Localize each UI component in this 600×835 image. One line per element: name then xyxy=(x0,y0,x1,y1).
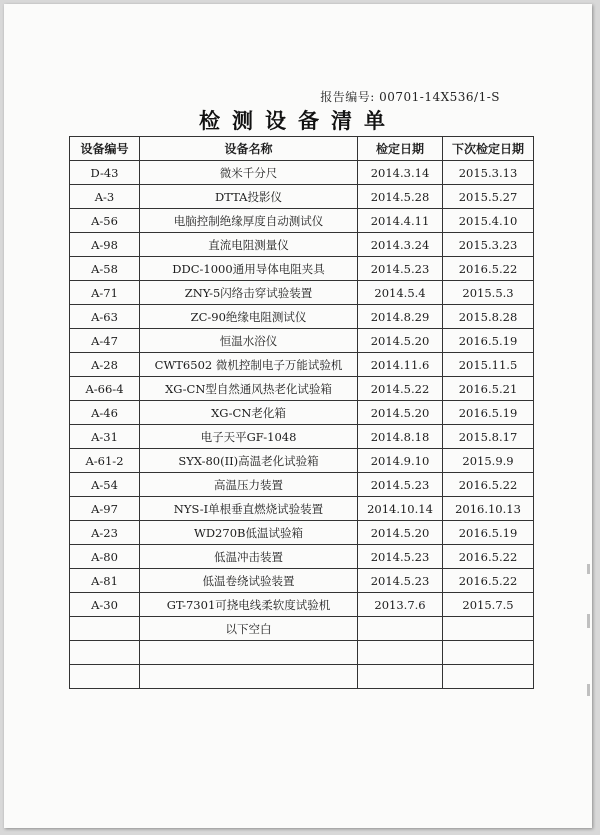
table-header-row xyxy=(70,137,534,161)
table-row xyxy=(70,161,534,185)
cell-code xyxy=(70,641,140,665)
table-row xyxy=(70,449,534,473)
cell-name: 以下空白 xyxy=(140,617,358,641)
table-row xyxy=(70,233,534,257)
table-row xyxy=(70,665,534,689)
cell-next-date: 2015.7.5 xyxy=(443,593,534,617)
cell-code: D-43 xyxy=(70,161,140,185)
report-number: 报告编号: 00701-14X536/1-S xyxy=(320,90,500,104)
cell-name xyxy=(140,665,358,689)
cell-name: CWT6502 微机控制电子万能试验机 xyxy=(140,353,358,377)
cell-next-date: 2016.5.21 xyxy=(443,377,534,401)
cell-check-date xyxy=(358,641,443,665)
cell-check-date: 2014.5.20 xyxy=(358,329,443,353)
cell-code: A-97 xyxy=(70,497,140,521)
cell-next-date: 2015.3.13 xyxy=(443,161,534,185)
cell-next-date: 2015.4.10 xyxy=(443,209,534,233)
cell-check-date: 2014.10.14 xyxy=(358,497,443,521)
table-row xyxy=(70,425,534,449)
cell-next-date: 2015.8.17 xyxy=(443,425,534,449)
cell-code: A-58 xyxy=(70,257,140,281)
cell-code: A-46 xyxy=(70,401,140,425)
table-row xyxy=(70,329,534,353)
table-row xyxy=(70,257,534,281)
cell-name: ZC-90绝缘电阻测试仪 xyxy=(140,305,358,329)
header-name: 设备名称 xyxy=(140,137,358,161)
cell-code: A-80 xyxy=(70,545,140,569)
cell-next-date: 2016.5.19 xyxy=(443,401,534,425)
cell-name: 电子天平GF-1048 xyxy=(140,425,358,449)
table-row xyxy=(70,617,534,641)
table-row xyxy=(70,353,534,377)
cell-name: XG-CN老化箱 xyxy=(140,401,358,425)
table-row xyxy=(70,281,534,305)
cell-next-date xyxy=(443,665,534,689)
cell-check-date: 2014.8.18 xyxy=(358,425,443,449)
cell-code: A-98 xyxy=(70,233,140,257)
cell-check-date xyxy=(358,665,443,689)
cell-check-date: 2014.3.14 xyxy=(358,161,443,185)
scan-edge-mark xyxy=(587,684,590,696)
cell-name: 高温压力装置 xyxy=(140,473,358,497)
cell-next-date: 2016.10.13 xyxy=(443,497,534,521)
cell-code: A-23 xyxy=(70,521,140,545)
table-row xyxy=(70,521,534,545)
cell-code: A-3 xyxy=(70,185,140,209)
cell-next-date: 2016.5.22 xyxy=(443,545,534,569)
cell-name: 低温冲击装置 xyxy=(140,545,358,569)
cell-check-date: 2014.5.28 xyxy=(358,185,443,209)
cell-next-date: 2016.5.19 xyxy=(443,521,534,545)
table-row xyxy=(70,473,534,497)
table-body xyxy=(70,161,534,689)
cell-code: A-63 xyxy=(70,305,140,329)
cell-code: A-81 xyxy=(70,569,140,593)
equipment-table xyxy=(69,136,534,689)
cell-name: 恒温水浴仪 xyxy=(140,329,358,353)
cell-code: A-47 xyxy=(70,329,140,353)
cell-next-date xyxy=(443,641,534,665)
table-row xyxy=(70,185,534,209)
cell-name: DDC-1000通用导体电阻夹具 xyxy=(140,257,358,281)
cell-next-date: 2015.3.23 xyxy=(443,233,534,257)
cell-name: 低温卷绕试验装置 xyxy=(140,569,358,593)
cell-check-date: 2014.5.20 xyxy=(358,521,443,545)
cell-check-date: 2014.11.6 xyxy=(358,353,443,377)
cell-code: A-28 xyxy=(70,353,140,377)
cell-code: A-54 xyxy=(70,473,140,497)
cell-check-date: 2014.5.23 xyxy=(358,545,443,569)
table-row xyxy=(70,641,534,665)
header-next-date: 下次检定日期 xyxy=(443,137,534,161)
cell-check-date: 2014.5.23 xyxy=(358,569,443,593)
scan-edge-mark xyxy=(587,564,590,574)
cell-check-date: 2013.7.6 xyxy=(358,593,443,617)
cell-check-date: 2014.5.4 xyxy=(358,281,443,305)
cell-next-date xyxy=(443,617,534,641)
cell-code: A-66-4 xyxy=(70,377,140,401)
cell-code: A-31 xyxy=(70,425,140,449)
cell-code: A-56 xyxy=(70,209,140,233)
cell-check-date: 2014.5.20 xyxy=(358,401,443,425)
cell-name: XG-CN型自然通风热老化试验箱 xyxy=(140,377,358,401)
table-row xyxy=(70,377,534,401)
cell-check-date: 2014.5.23 xyxy=(358,473,443,497)
cell-check-date: 2014.3.24 xyxy=(358,233,443,257)
cell-name: NYS-I单根垂直燃烧试验装置 xyxy=(140,497,358,521)
table-row xyxy=(70,401,534,425)
table-row xyxy=(70,593,534,617)
cell-next-date: 2015.5.3 xyxy=(443,281,534,305)
cell-name: SYX-80(II)高温老化试验箱 xyxy=(140,449,358,473)
cell-code xyxy=(70,617,140,641)
cell-code: A-30 xyxy=(70,593,140,617)
table-row xyxy=(70,305,534,329)
cell-name: WD270B低温试验箱 xyxy=(140,521,358,545)
table-row xyxy=(70,545,534,569)
cell-next-date: 2016.5.22 xyxy=(443,257,534,281)
cell-code xyxy=(70,665,140,689)
cell-name xyxy=(140,641,358,665)
cell-code: A-61-2 xyxy=(70,449,140,473)
cell-name: DTTA投影仪 xyxy=(140,185,358,209)
header-code: 设备编号 xyxy=(70,137,140,161)
cell-name: 电脑控制绝缘厚度自动测试仪 xyxy=(140,209,358,233)
cell-check-date xyxy=(358,617,443,641)
cell-next-date: 2015.9.9 xyxy=(443,449,534,473)
cell-next-date: 2015.8.28 xyxy=(443,305,534,329)
table-header xyxy=(70,137,534,161)
cell-check-date: 2014.5.23 xyxy=(358,257,443,281)
cell-check-date: 2014.4.11 xyxy=(358,209,443,233)
table-row xyxy=(70,209,534,233)
cell-name: GT-7301可挠电线柔软度试验机 xyxy=(140,593,358,617)
cell-next-date: 2016.5.22 xyxy=(443,473,534,497)
cell-name: 直流电阻测量仪 xyxy=(140,233,358,257)
cell-next-date: 2016.5.22 xyxy=(443,569,534,593)
cell-code: A-71 xyxy=(70,281,140,305)
cell-next-date: 2015.11.5 xyxy=(443,353,534,377)
cell-next-date: 2016.5.19 xyxy=(443,329,534,353)
cell-next-date: 2015.5.27 xyxy=(443,185,534,209)
cell-check-date: 2014.9.10 xyxy=(358,449,443,473)
cell-name: ZNY-5闪络击穿试验装置 xyxy=(140,281,358,305)
page-title: 检测设备清单 xyxy=(199,108,397,133)
header-check-date: 检定日期 xyxy=(358,137,443,161)
cell-check-date: 2014.5.22 xyxy=(358,377,443,401)
scan-edge-mark xyxy=(587,614,590,628)
document-page xyxy=(4,4,592,828)
table-row xyxy=(70,569,534,593)
table-row xyxy=(70,497,534,521)
cell-check-date: 2014.8.29 xyxy=(358,305,443,329)
cell-name: 微米千分尺 xyxy=(140,161,358,185)
